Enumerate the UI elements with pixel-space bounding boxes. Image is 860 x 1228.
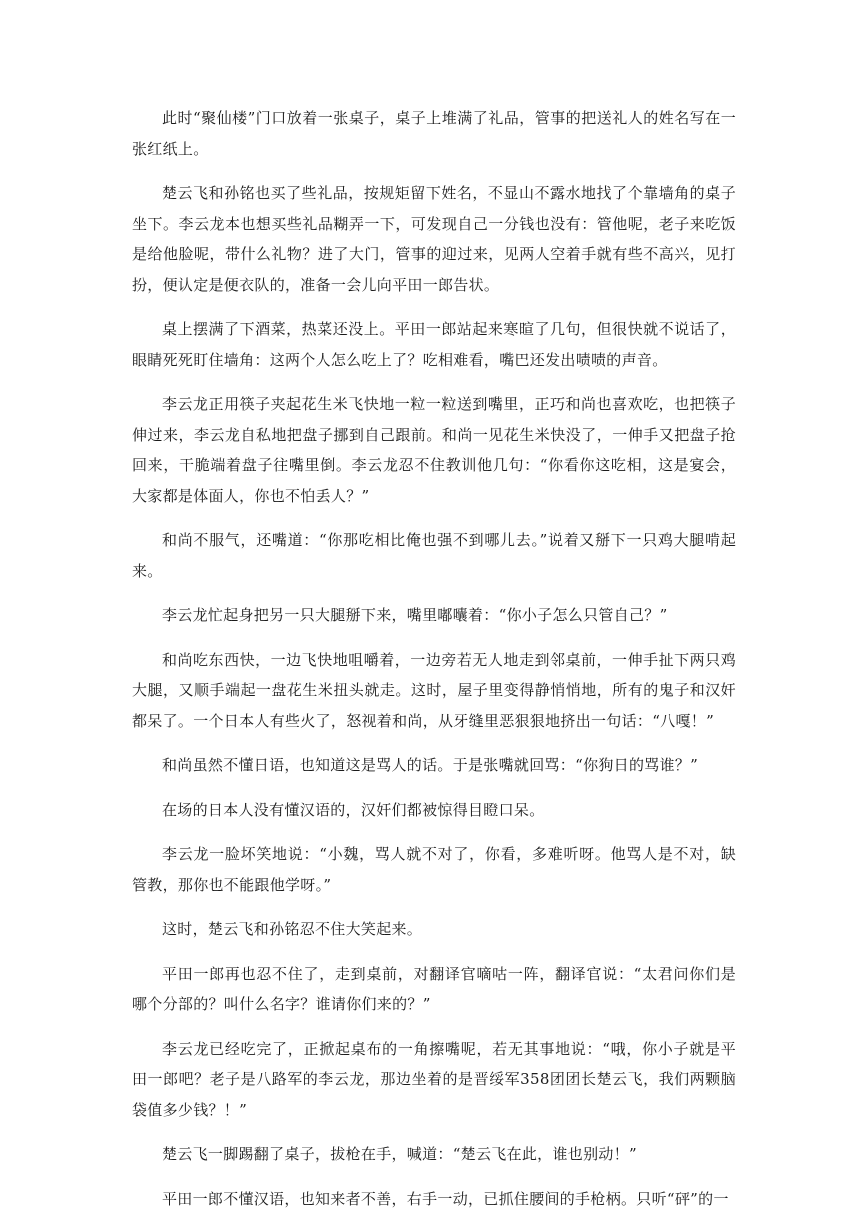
paragraph-6: 李云龙忙起身把另一只大腿掰下来，嘴里嘟囔着：“你小子怎么只管自己？” (162, 606, 668, 624)
paragraph-13: 李云龙已经吃完了，正掀起桌布的一角擦嘴呢，若无其事地说：“哦，你小子就是平田一郎吧？老子是八路军的李云龙，那边坐着的是晋绥军358团团长楚云飞，我们两颗脑袋值多少钱？！” (132, 1039, 736, 1119)
paragraph-5: 和尚不服气，还嘴道：“你那吃相比俺也强不到哪儿去。”说着又掰下一只鸡大腿啃起来。 (132, 531, 736, 580)
paragraph-1: 此时“聚仙楼”门口放着一张桌子，桌子上堆满了礼品，管事的把送礼人的姓名写在一张红纸上。 (132, 109, 736, 158)
paragraph-2: 楚云飞和孙铭也买了些礼品，按规矩留下姓名，不显山不露水地找了个靠墙角的桌子坐下。李云龙本也想买些礼品糊弄一下，可发现自己一分钱也没有：管他呢，老子来吃饭是给他脸呢，带什么礼物？进了大门，管事的迎过来，见两人空着手就有些不高兴，见打扮，便认定是便衣队的，准备一会儿向平田一郎告状。 (132, 184, 736, 294)
paragraph-3: 桌上摆满了下酒菜，热菜还没上。平田一郎站起来寒暄了几句，但很快就不说话了，眼睛死死盯住墙角：这两个人怎么吃上了？吃相难看，嘴巴还发出啧啧的声音。 (132, 320, 736, 369)
paragraph-9: 在场的日本人没有懂汉语的，汉奸们都被惊得目瞪口呆。 (162, 800, 545, 819)
document-body (132, 103, 736, 1228)
paragraph-4: 李云龙正用筷子夹起花生米飞快地一粒一粒送到嘴里，正巧和尚也喜欢吃，也把筷子伸过来，李云龙自私地把盘子挪到自己跟前。和尚一见花生米快没了，一伸手又把盘子抢回来，干脆端着盘子往嘴里倒。李云龙忍不住教训他几句：“你看你这吃相，这是宴会，大家都是体面人，你也不怕丢人？” (132, 395, 736, 505)
paragraph-11: 这时，楚云飞和孙铭忍不住大笑起来。 (162, 920, 423, 938)
paragraph-10: 李云龙一脸坏笑地说：“小魏，骂人就不对了，你看，多难听呀。他骂人是不对，缺管教，那你也不能跟他学呀。” (132, 845, 736, 894)
paragraph-7: 和尚吃东西快，一边飞快地咀嚼着，一边旁若无人地走到邻桌前，一伸手扯下两只鸡大腿，又顺手端起一盘花生米扭头就走。这时，屋子里变得静悄悄地，所有的鬼子和汉奸都呆了。一个日本人有些火了，怒视着和尚，从牙缝里恶狠狠地挤出一句话：“八嘎！” (132, 650, 736, 730)
paragraph-14: 楚云飞一脚踢翻了桌子，拔枪在手，喊道：“楚云飞在此，谁也别动！” (162, 1145, 637, 1163)
paragraph-12: 平田一郎再也忍不住了，走到桌前，对翻译官嘀咕一阵，翻译官说：“太君问你们是哪个分部的？叫什么名字？谁请你们来的？” (132, 964, 736, 1013)
paragraph-8: 和尚虽然不懂日语，也知道这是骂人的话。于是张嘴就回骂：“你狗日的骂谁？” (162, 756, 699, 774)
paragraph-15: 平田一郎不懂汉语，也知来者不善，右手一动，已抓住腰间的手枪柄。只听“砰”的一 (162, 1189, 729, 1208)
